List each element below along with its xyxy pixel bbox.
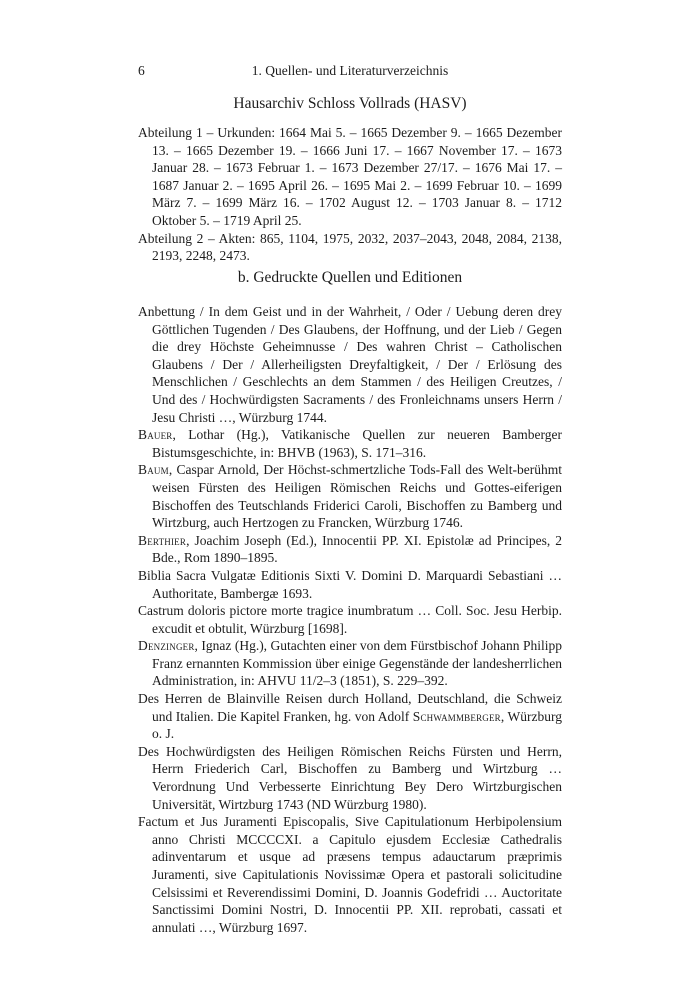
bibliography-entry bbox=[138, 461, 562, 531]
entry-text: , Caspar Arnold, Der Höchst-schmertzliche Tods-Fall des Welt-berühmt weisen Fürsten des Heiligen Römischen Reichs und Gottes-eiferigen Bischoffen des Teutschlands Friderici Caroli, Bischoffen zu Bamberg und Wirtzburg, auch Hertzogen zu Francken, Würzburg 1746. bbox=[152, 462, 562, 531]
editor-name: Schwammberger bbox=[412, 708, 501, 724]
entry-text: Des Hochwürdigsten des Heiligen Römischen Reichs Fürsten und Herrn, Herrn Friederich Carl, Bischoffen zu Bamberg und Wirtzburg … Verordnung Und Verbesserte Einrichtung Bey Dero Wirtzburgischen Universität, Wirtzburg 1743 (ND Würzburg 1980). bbox=[138, 743, 562, 812]
section-heading-printed-sources: b. Gedruckte Quellen und Editionen bbox=[237, 269, 463, 286]
author-name: Berthier bbox=[138, 532, 187, 548]
bibliography-entry bbox=[138, 426, 562, 461]
running-title: 1. Quellen- und Literaturverzeichnis bbox=[251, 63, 449, 78]
entry-text: , Ignaz (Hg.), Gutachten einer von dem Fürstbischof Johann Philipp Franz ernannten Kommission über einige Gegenstände der landesherrlichen Administration, in: AHVU 11/2–3 (1851), S. 229–392. bbox=[152, 638, 562, 689]
archive-entry-list bbox=[138, 124, 562, 265]
entry-text: Anbettung / In dem Geist und in der Wahrheit, / Oder / Uebung deren drey Göttlichen Tugenden / Des Glaubens, der Hoffnung, und der Lieb / Gegen die drey Höchste Geheimnusse / Des wahren Christ – Catholischen Glaubens / Der / Allerheiligsten Dreyfaltigkeit, / Der / Erlösung des Menschlichen / Geschlechts an dem Stammen / des Heiligen Creutzes, / Und des / Hochwürdigsten Sacraments / des Fronleichnams unsers Herrn / Jesu Christi …, Würzburg 1744. bbox=[138, 304, 562, 425]
bibliography-entry bbox=[138, 690, 562, 743]
bibliography-entry bbox=[138, 567, 562, 602]
page-number: 6 bbox=[138, 63, 145, 78]
entry-text-tail: , Würzburg o. J. bbox=[152, 708, 562, 742]
bibliography-entry bbox=[138, 303, 562, 426]
entry-text: , Joachim Joseph (Ed.), Innocentii PP. XI. Epistolæ ad Principes, 2 Bde., Rom 1890–1895. bbox=[152, 532, 562, 566]
section-heading-hasv: Hausarchiv Schloss Vollrads (HASV) bbox=[233, 95, 467, 112]
archive-entry: Abteilung 1 – Urkunden: 1664 Mai 5. – 1665 Dezember 9. – 1665 Dezember 13. – 1665 Dezember 19. – 1666 Juni 17. – 1667 November 17. – 1673 Januar 28. – 1673 Februar 1. – 1673 Dezember 27/17. – 1676 Mai 17. – 1687 Januar 2. – 1695 April 26. – 1695 Mai 2. – 1699 Februar 10. – 1699 März 7. – 1699 März 16. – 1702 August 12. – 1703 Januar 8. – 1712 Oktober 5. – 1719 April 25. bbox=[138, 125, 562, 228]
entry-text: Biblia Sacra Vulgatæ Editionis Sixti V. Domini D. Marquardi Sebastiani … Authoritate, Bambergæ 1693. bbox=[138, 567, 562, 601]
bibliography-entry bbox=[138, 813, 562, 936]
author-name: Denzinger bbox=[138, 638, 195, 654]
bibliography-list bbox=[138, 303, 562, 936]
archive-entry: Abteilung 2 – Akten: 865, 1104, 1975, 2032, 2037–2043, 2048, 2084, 2138, 2193, 2248, 2473. bbox=[138, 230, 562, 264]
entry-text: Des Herren de Blainville Reisen durch Holland, Deutschland, die Schweiz und Italien. Die Kapitel Franken, hg. von Adolf bbox=[138, 691, 562, 724]
entry-text: , Lothar (Hg.), Vatikanische Quellen zur neueren Bamberger Bistumsgeschichte, in: BHVB (1963), S. 171–316. bbox=[152, 427, 562, 460]
bibliography-entry bbox=[138, 637, 562, 690]
author-name: Baum bbox=[138, 462, 169, 478]
entry-text: Castrum doloris pictore morte tragice inumbratum … Coll. Soc. Jesu Herbip. excudit et obtulit, Würzburg [1698]. bbox=[138, 603, 562, 636]
entry-text: Factum et Jus Juramenti Episcopalis, Sive Capitulationum Herbipolensium anno Christi MCCCCXI. a Capitulo ejusdem Ecclesiæ Cathedralis adinventarum et usque ad præsens tempus adauctarum præprimis Juramenti, sive Capitulationis Novissimæ Opera et pastorali solicitudine Celsissimi et Reverendissimi Domini, D. Joannis Godefridi … Auctoritate Sanctissimi Domini Nostri, D. Innocentii PP. XII. reprobati, cassati et annulati …, Würzburg 1697. bbox=[138, 814, 562, 935]
author-name: Bauer bbox=[138, 427, 173, 443]
bibliography-entry bbox=[138, 602, 562, 637]
bibliography-entry bbox=[138, 743, 562, 813]
bibliography-entry bbox=[138, 532, 562, 567]
running-head bbox=[138, 62, 562, 80]
